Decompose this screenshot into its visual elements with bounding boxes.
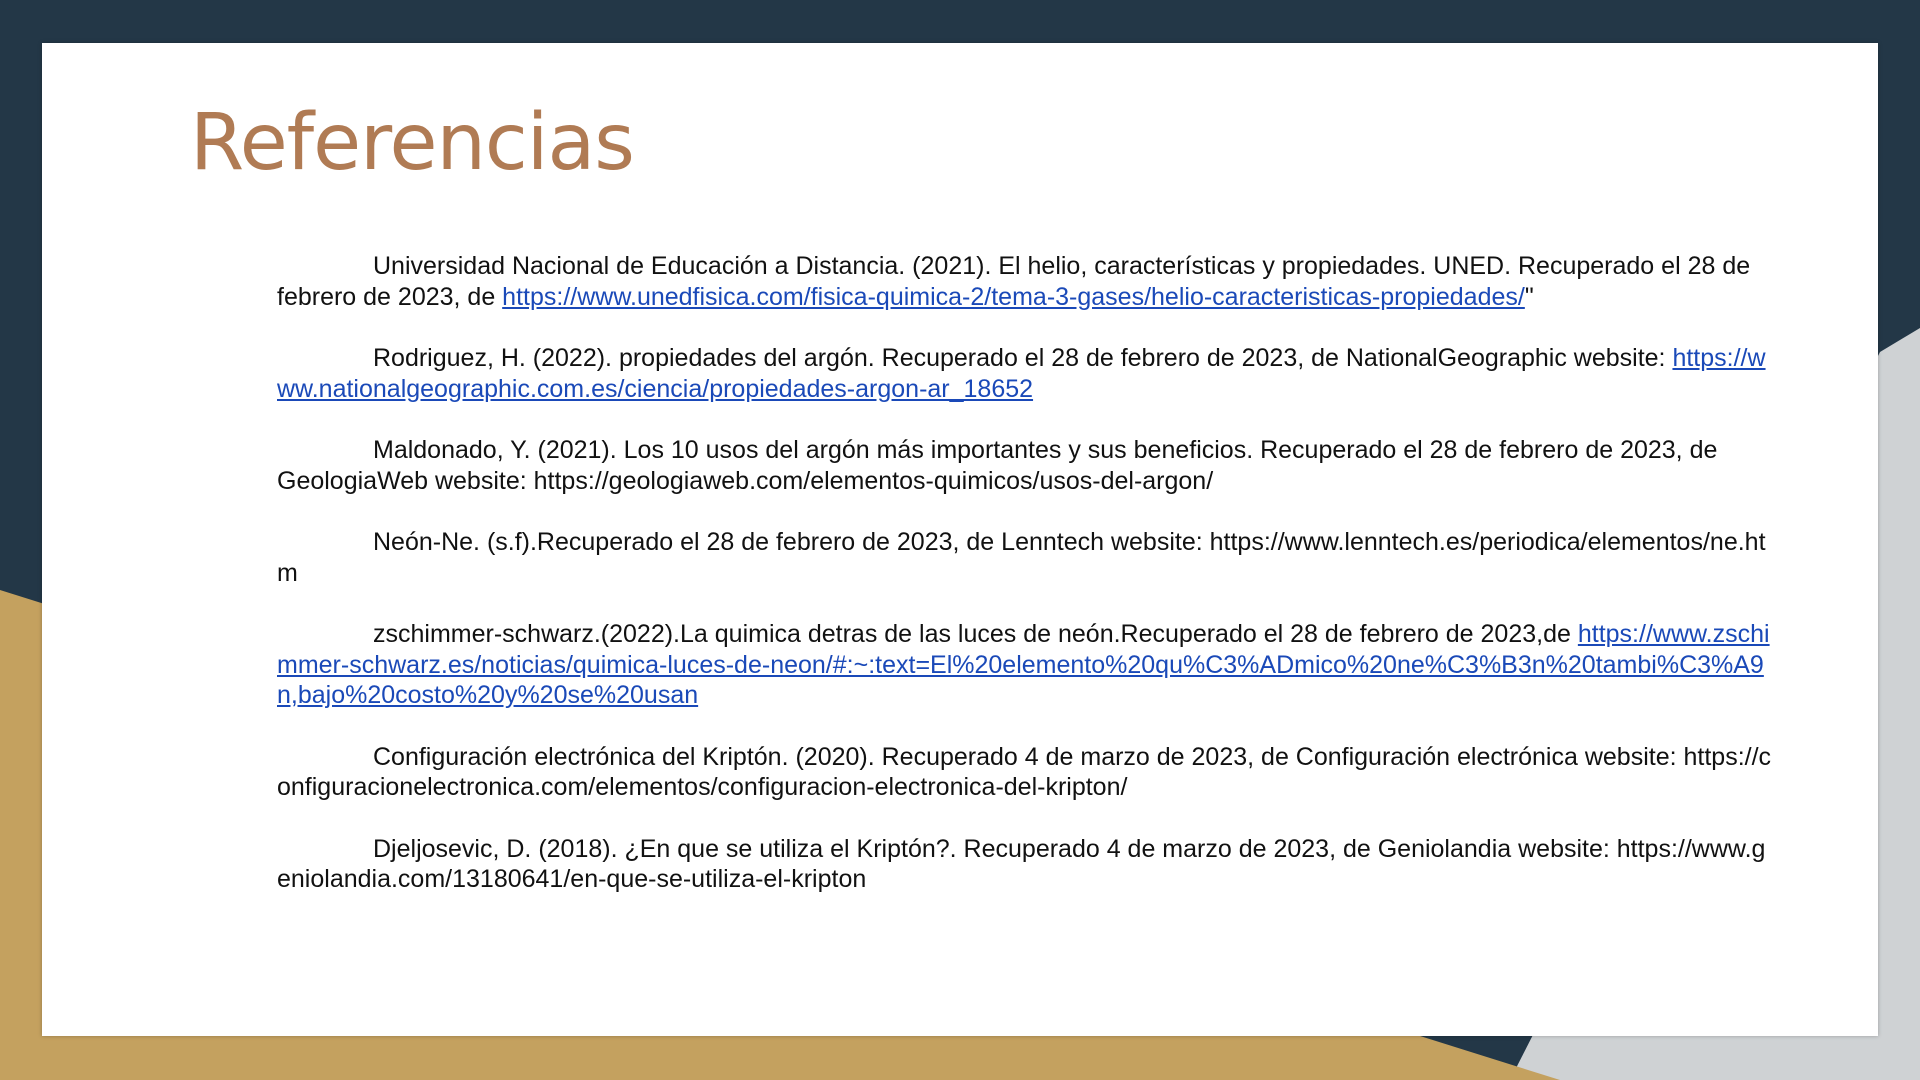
- reference-item-4: [277, 527, 1777, 588]
- reference-text: Maldonado, Y. (2021). Los 10 usos del argón más importantes y sus beneficios. Recuperado el 28 de febrero de 2023, de GeologiaWeb website:: [277, 436, 1718, 495]
- reference-url: https://configuracionelectronica.com/elementos/configuracion-electronica-del-kripton/: [277, 742, 1772, 801]
- reference-trailing-text: ": [1524, 282, 1534, 311]
- reference-text: Configuración electrónica del Kriptón. (2020). Recuperado 4 de marzo de 2023, de Configuración electrónica website:: [373, 742, 1684, 771]
- reference-item-6: [277, 742, 1777, 803]
- reference-text: Rodriguez, H. (2022). propiedades del argón. Recuperado el 28 de febrero de 2023, de NationalGeographic website:: [373, 344, 1673, 372]
- reference-item-7: [277, 834, 1777, 895]
- slide-title: Referencias: [190, 98, 634, 188]
- reference-item-2: [277, 343, 1777, 404]
- reference-text: Neón-Ne. (s.f).Recuperado el 28 de febrero de 2023, de Lenntech website:: [373, 528, 1210, 556]
- reference-link[interactable]: https://www.unedfisica.com/fisica-quimica-2/tema-3-gases/helio-caracteristicas-propiedades/: [502, 282, 1525, 311]
- reference-url: https://www.lenntech.es/periodica/elementos/ne.htm: [277, 528, 1766, 587]
- reference-link[interactable]: https://www.nationalgeographic.com.es/ciencia/propiedades-argon-ar_18652: [277, 344, 1766, 403]
- slide: [42, 43, 1878, 1036]
- reference-item-5: [277, 619, 1777, 711]
- reference-text: zschimmer-schwarz.(2022).La quimica detras de las luces de neón.Recuperado el 28 de febrero de 2023,de: [373, 620, 1578, 648]
- reference-item-3: [277, 435, 1777, 496]
- reference-link[interactable]: https://www.zschimmer-schwarz.es/noticias/quimica-luces-de-neon/#:~:text=El%20elemento%20qu%C3%ADmico%20ne%C3%B3n%20tambi%C3%A9n,bajo%20costo%20y%20se%20usan: [277, 620, 1770, 709]
- reference-text: Djeljosevic, D. (2018). ¿En que se utiliza el Kriptón?. Recuperado 4 de marzo de 2023, de Geniolandia website:: [373, 834, 1617, 863]
- reference-url: https://www.geniolandia.com/13180641/en-que-se-utiliza-el-kripton: [277, 834, 1766, 893]
- reference-text: Universidad Nacional de Educación a Distancia. (2021). El helio, características y propiedades. UNED. Recuperado el 28 de febrero de 2023, de: [277, 252, 1751, 311]
- reference-item-1: [277, 251, 1777, 312]
- reference-url: https://geologiaweb.com/elementos-quimicos/usos-del-argon/: [533, 466, 1214, 495]
- reference-list: [277, 251, 1777, 926]
